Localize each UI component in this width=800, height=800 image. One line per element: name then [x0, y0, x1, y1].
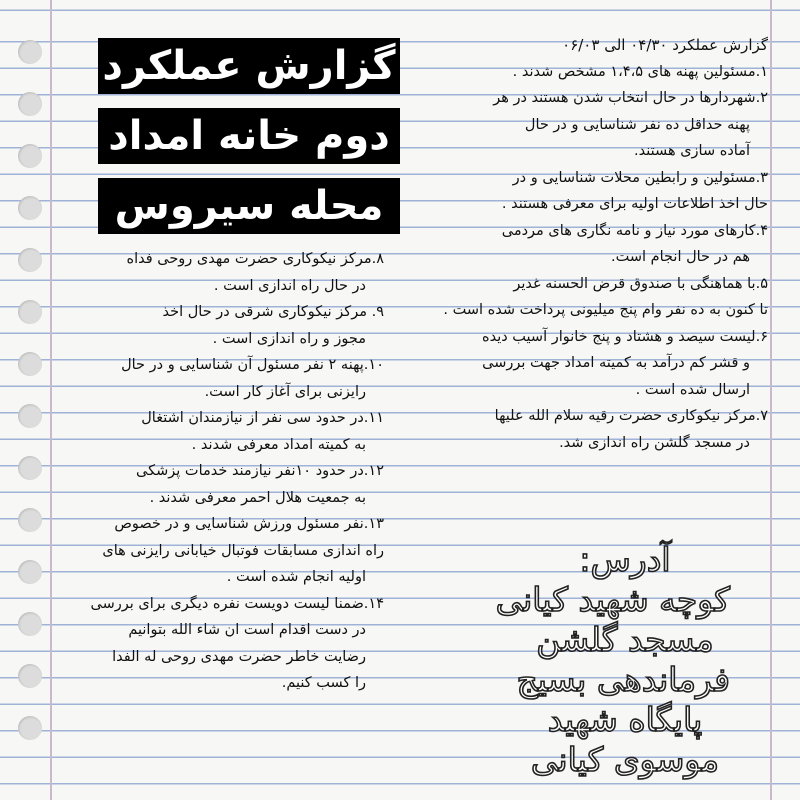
list-item: ۱۲.در حدود ۱۰نفر نیازمند خدمات پزشکی [136, 463, 384, 479]
title-line: گزارش عملکرد [98, 38, 400, 94]
list-item-cont: را کسب کنیم. [281, 675, 366, 691]
list-item-cont: در حال راه اندازی است . [213, 277, 366, 294]
list-item-cont: پهنه حداقل ده نفر شناسایی و در حال [524, 116, 750, 133]
address-line: فرماندهی بسیج [516, 660, 730, 699]
list-item-cont: راه اندازی مسابقات فوتبال خیابانی رایزنی های [102, 542, 384, 559]
address-line: کوچه شهید کیانی [495, 580, 730, 619]
binder-hole-icon [18, 508, 42, 532]
binder-hole-icon [18, 40, 42, 64]
list-item: ۳.مسئولین و رابطین محلات شناسایی و در [512, 169, 768, 186]
report-right-column [404, 32, 768, 456]
list-item-cont: در مسجد گلشن راه اندازی شد. [559, 434, 750, 451]
list-item-cont: هم در حال انجام است. [611, 249, 750, 265]
list-item-cont: ارسال شده است . [635, 381, 750, 398]
margin-line-right [770, 0, 772, 800]
address-line: مسجد گلشن [536, 620, 714, 659]
list-item-cont: به جمعیت هلال احمر معرفی شدند . [149, 489, 366, 506]
list-item: ۱۰.پهنه ۲ نفر مسئول آن شناسایی و در حال [121, 357, 384, 373]
list-item-cont: آماده سازی هستند. [634, 143, 750, 159]
list-item: ۹. مرکز نیکوکاری شرقی در حال اخذ [162, 304, 384, 320]
binder-hole-icon [18, 248, 42, 272]
list-item-cont: و قشر کم درآمد به کمیته امداد جهت بررسی [482, 355, 750, 371]
list-item: ۱.مسئولین پهنه های ۱،۴،۵ مشخص شدند . [512, 63, 768, 80]
list-item: ۲.شهردارها در حال انتخاب شدن هستند در هر [493, 90, 768, 106]
title-line: دوم خانه امداد [98, 108, 400, 164]
list-item: ۱۱.در حدود سی نفر از نیازمندان اشتغال [141, 410, 384, 426]
address-label: آدرس: [579, 540, 671, 579]
list-item-cont: حال اخذ اطلاعات اولیه برای معرفی هستند . [501, 196, 768, 212]
binder-hole-icon [18, 92, 42, 116]
list-item: ۸.مرکز نیکوکاری حضرت مهدی روحی فداه [126, 251, 384, 267]
binder-hole-icon [18, 404, 42, 428]
address-block [495, 540, 730, 780]
list-item: ۱۴.ضمنا لیست دویست نفره دیگری برای بررسی [90, 595, 384, 612]
address-line: موسوی کیانی [530, 740, 720, 779]
report-header: گزارش عملکرد ۰۴/۳۰ الی ۰۶/۰۳ [562, 36, 768, 54]
list-item-cont: تا کنون به ده نفر وام پنج میلیونی پرداخت شده است . [443, 302, 768, 318]
address-line: پایگاه شهید [547, 700, 703, 739]
report-left-column [52, 246, 384, 697]
binder-hole-icon [18, 664, 42, 688]
list-item-cont: به کمیته امداد معرفی شدند . [191, 436, 366, 453]
binder-hole-icon [18, 196, 42, 220]
list-item: ۶.لیست سیصد و هشتاد و پنج خانوار آسیب دیده [482, 328, 768, 345]
list-item: ۱۳.نفر مسئول ورزش شناسایی و در خصوص [114, 516, 384, 532]
list-item: ۴.کارهای مورد نیاز و نامه نگاری های مردمی [501, 222, 768, 239]
binder-hole-icon [18, 300, 42, 324]
list-item: ۷.مرکز نیکوکاری حضرت رقیه سلام الله علیها [494, 408, 768, 424]
list-item-cont: رایزنی برای آغاز کار است. [204, 383, 366, 400]
list-item-cont: اولیه انجام شده است . [226, 569, 366, 585]
binder-hole-icon [18, 144, 42, 168]
binder-hole-icon [18, 352, 42, 376]
binder-hole-icon [18, 456, 42, 480]
list-item: ۵.با هماهنگی با صندوق قرض الحسنه غدیر [513, 275, 768, 292]
binder-hole-icon [18, 612, 42, 636]
title-line: محله سیروس [98, 178, 400, 234]
list-item-cont: رضایت خاطر حضرت مهدی روحی له الفدا [112, 648, 366, 665]
binder-hole-icon [18, 560, 42, 584]
page-title [98, 38, 400, 248]
binder-hole-icon [18, 716, 42, 740]
list-item-cont: در دست اقدام است ان شاء الله بتوانیم [128, 622, 366, 638]
list-item-cont: مجوز و راه اندازی است . [212, 330, 366, 347]
